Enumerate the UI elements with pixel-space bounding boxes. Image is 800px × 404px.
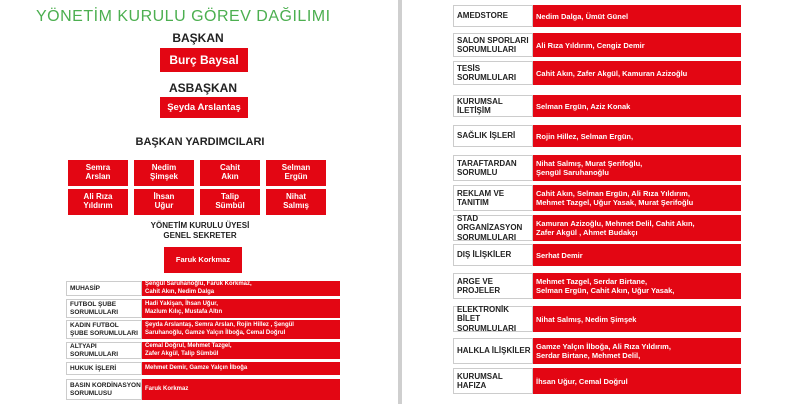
baskan-name: Burç Baysal (160, 48, 248, 72)
vice-president-box: Cahit Akın (200, 160, 260, 186)
duty-row (453, 306, 741, 332)
vice-president-box: Selman Ergün (266, 160, 326, 186)
duty-row (453, 33, 741, 57)
duty-label: HUKUK İŞLERİ (66, 362, 142, 375)
vice-president-box: Nedim Şimşek (134, 160, 194, 186)
duty-row (66, 362, 340, 375)
duty-members: Mehmet Demir, Gamze Yalçın İlboğa (142, 362, 340, 375)
vice-president-box: Talip Sümbül (200, 189, 260, 215)
duty-label: ELEKTRONİK BİLET SORUMLULARI (453, 306, 533, 332)
duty-label: FUTBOL ŞUBE SORUMLULARI (66, 299, 142, 318)
duty-members: Selman Ergün, Aziz Konak (533, 95, 741, 117)
duty-members: Cahit Akın, Selman Ergün, Ali Rıza Yıldırım, Mehmet Tazgel, Uğur Yasak, Murat Şerifoğlu (533, 185, 741, 211)
genel-sekreter-label: YÖNETİM KURULU ÜYESİ GENEL SEKRETER (150, 221, 250, 241)
asbaskan-label: ASBAŞKAN (168, 81, 237, 95)
duty-label: KURUMSAL İLETİŞİM (453, 95, 533, 117)
duty-label: KURUMSAL HAFIZA (453, 368, 533, 394)
duty-row (66, 281, 340, 296)
duty-row (453, 244, 741, 266)
yardimcilar-label: BAŞKAN YARDIMCILARI (135, 136, 265, 148)
duty-members: İhsan Uğur, Cemal Doğrul (533, 368, 741, 394)
duty-row (453, 338, 741, 364)
duty-members: Cahit Akın, Zafer Akgül, Kamuran Azizoğlu (533, 61, 741, 85)
duty-members: Ali Rıza Yıldırım, Cengiz Demir (533, 33, 741, 57)
duty-row (66, 342, 340, 359)
duty-members: Kamuran Azizoğlu, Mehmet Delil, Cahit Akın, Zafer Akgül , Ahmet Budakçı (533, 215, 741, 241)
duty-members: Faruk Korkmaz (142, 379, 340, 400)
duty-row (453, 61, 741, 85)
duty-label: AMEDSTORE (453, 5, 533, 27)
baskan-label: BAŞKAN (172, 31, 224, 45)
duty-members: Hadi Yakişan, İhsan Uğur, Mazlum Kılıç, Mustafa Altın (142, 299, 340, 318)
duty-row (453, 95, 741, 117)
duty-row (453, 273, 741, 299)
duty-members: Nihat Salmış, Nedim Şimşek (533, 306, 741, 332)
duty-row (453, 125, 741, 147)
asbaskan-name: Şeyda Arslantaş (160, 97, 248, 118)
genel-sekreter-name: Faruk Korkmaz (164, 247, 242, 273)
duty-row (453, 368, 741, 394)
duty-members: Nedim Dalga, Ümüt Günel (533, 5, 741, 27)
duty-row (66, 379, 340, 400)
duty-members: Şeyda Arslantaş, Semra Arslan, Rojin Hillez , Şengül Saruhanoğlu, Gamze Yalçın İlboğa, Cemal Doğrul (142, 320, 340, 339)
duty-label: DIŞ İLİŞKİLER (453, 244, 533, 266)
duty-members: Cemal Doğrul, Mehmet Tazgel, Zafer Akgül, Talip Sümbül (142, 342, 340, 359)
duty-row (66, 320, 340, 339)
vice-president-box: Ali Rıza Yıldırım (68, 189, 128, 215)
duty-label: BASIN KORDİNASYON SORUMLUSU (66, 379, 142, 400)
right-panel (402, 0, 800, 404)
vice-president-box: İhsan Uğur (134, 189, 194, 215)
duty-label: MUHASİP (66, 281, 142, 296)
duty-members: Nihat Salmış, Murat Şerifoğlu, Şengül Saruhanoğlu (533, 155, 741, 181)
duty-label: SALON SPORLARI SORUMLULARI (453, 33, 533, 57)
duty-members: Mehmet Tazgel, Serdar Birtane, Selman Ergün, Cahit Akın, Uğur Yasak, (533, 273, 741, 299)
duty-label: SAĞLIK İŞLERİ (453, 125, 533, 147)
duty-row (453, 185, 741, 211)
duty-label: HALKLA İLİŞKİLER (453, 338, 533, 364)
duty-row (66, 299, 340, 318)
duty-label: STAD ORGANİZASYON SORUMLULARI (453, 215, 533, 241)
duty-label: KADIN FUTBOL ŞUBE SORUMLULARI (66, 320, 142, 339)
duty-row (453, 5, 741, 27)
duty-label: REKLAM VE TANITIM (453, 185, 533, 211)
duty-label: ARGE VE PROJELER (453, 273, 533, 299)
vice-president-box: Semra Arslan (68, 160, 128, 186)
page-title: YÖNETİM KURULU GÖREV DAĞILIMI (36, 8, 331, 25)
duty-label: TESİS SORUMLULARI (453, 61, 533, 85)
duty-members: Serhat Demir (533, 244, 741, 266)
vice-president-box: Nihat Salmış (266, 189, 326, 215)
duty-row (453, 215, 741, 241)
duty-label: ALTYAPI SORUMLULARI (66, 342, 142, 359)
duty-label: TARAFTARDAN SORUMLU (453, 155, 533, 181)
duty-row (453, 155, 741, 181)
duty-members: Gamze Yalçın İlboğa, Ali Rıza Yıldırım, Serdar Birtane, Mehmet Delil, (533, 338, 741, 364)
left-panel (0, 0, 398, 404)
duty-members: Şengül Saruhanoğlu, Faruk Korkmaz, Cahit Akın, Nedim Dalga (142, 281, 340, 296)
duty-members: Rojin Hillez, Selman Ergün, (533, 125, 741, 147)
